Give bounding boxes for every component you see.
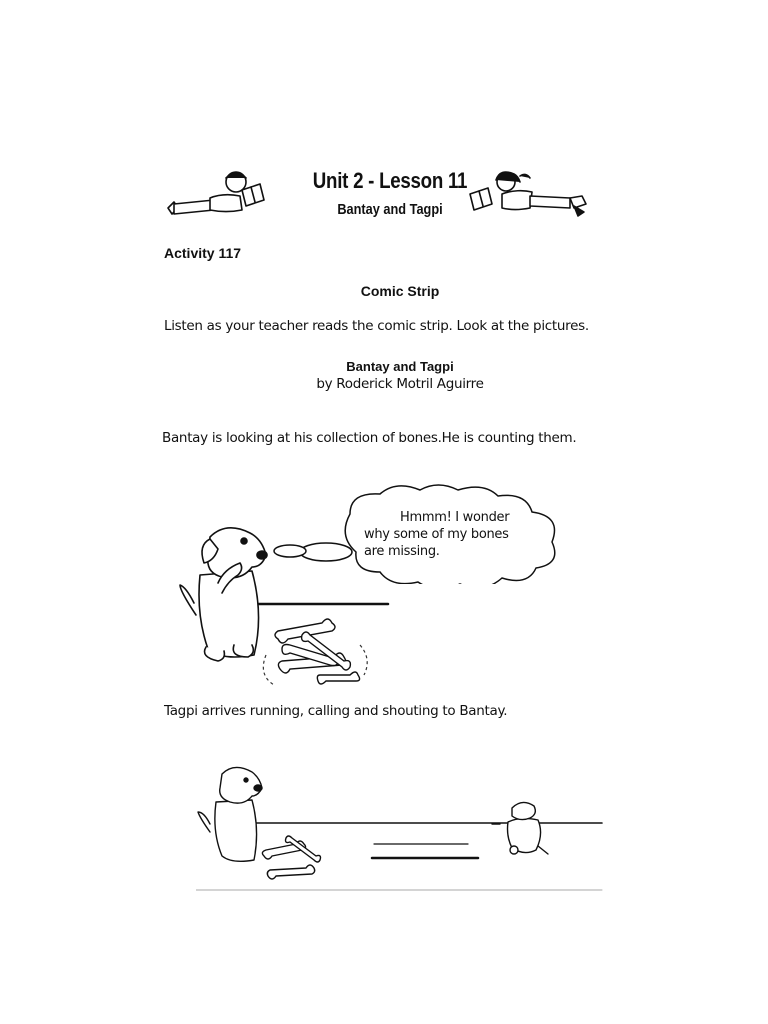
narration-text: Tagpi arrives running, calling and shouting to Bantay. <box>164 703 508 719</box>
instruction-text: Listen as your teacher reads the comic strip. Look at the pictures. <box>164 318 589 334</box>
dog-with-bones-icon <box>170 515 400 695</box>
activity-label: Activity 117 <box>164 245 242 261</box>
dog-and-running-pup-icon <box>196 762 606 894</box>
section-title: Comic Strip <box>360 283 440 299</box>
speech-line: Hmmm! I wonder <box>400 510 510 525</box>
speech-line: are missing. <box>364 544 440 559</box>
story-title: Bantay and Tagpi <box>346 359 454 374</box>
girl-reading-icon <box>466 168 592 224</box>
speech-line: why some of my bones <box>364 527 509 542</box>
story-author: by Roderick Motril Aguirre <box>316 376 484 392</box>
page-subtitle: Bantay and Tagpi <box>337 201 443 218</box>
page-title: Unit 2 - Lesson 11 <box>312 168 468 193</box>
narration-text: Bantay is looking at his collection of bones.He is counting them. <box>162 430 577 446</box>
boy-reading-icon <box>160 168 270 224</box>
